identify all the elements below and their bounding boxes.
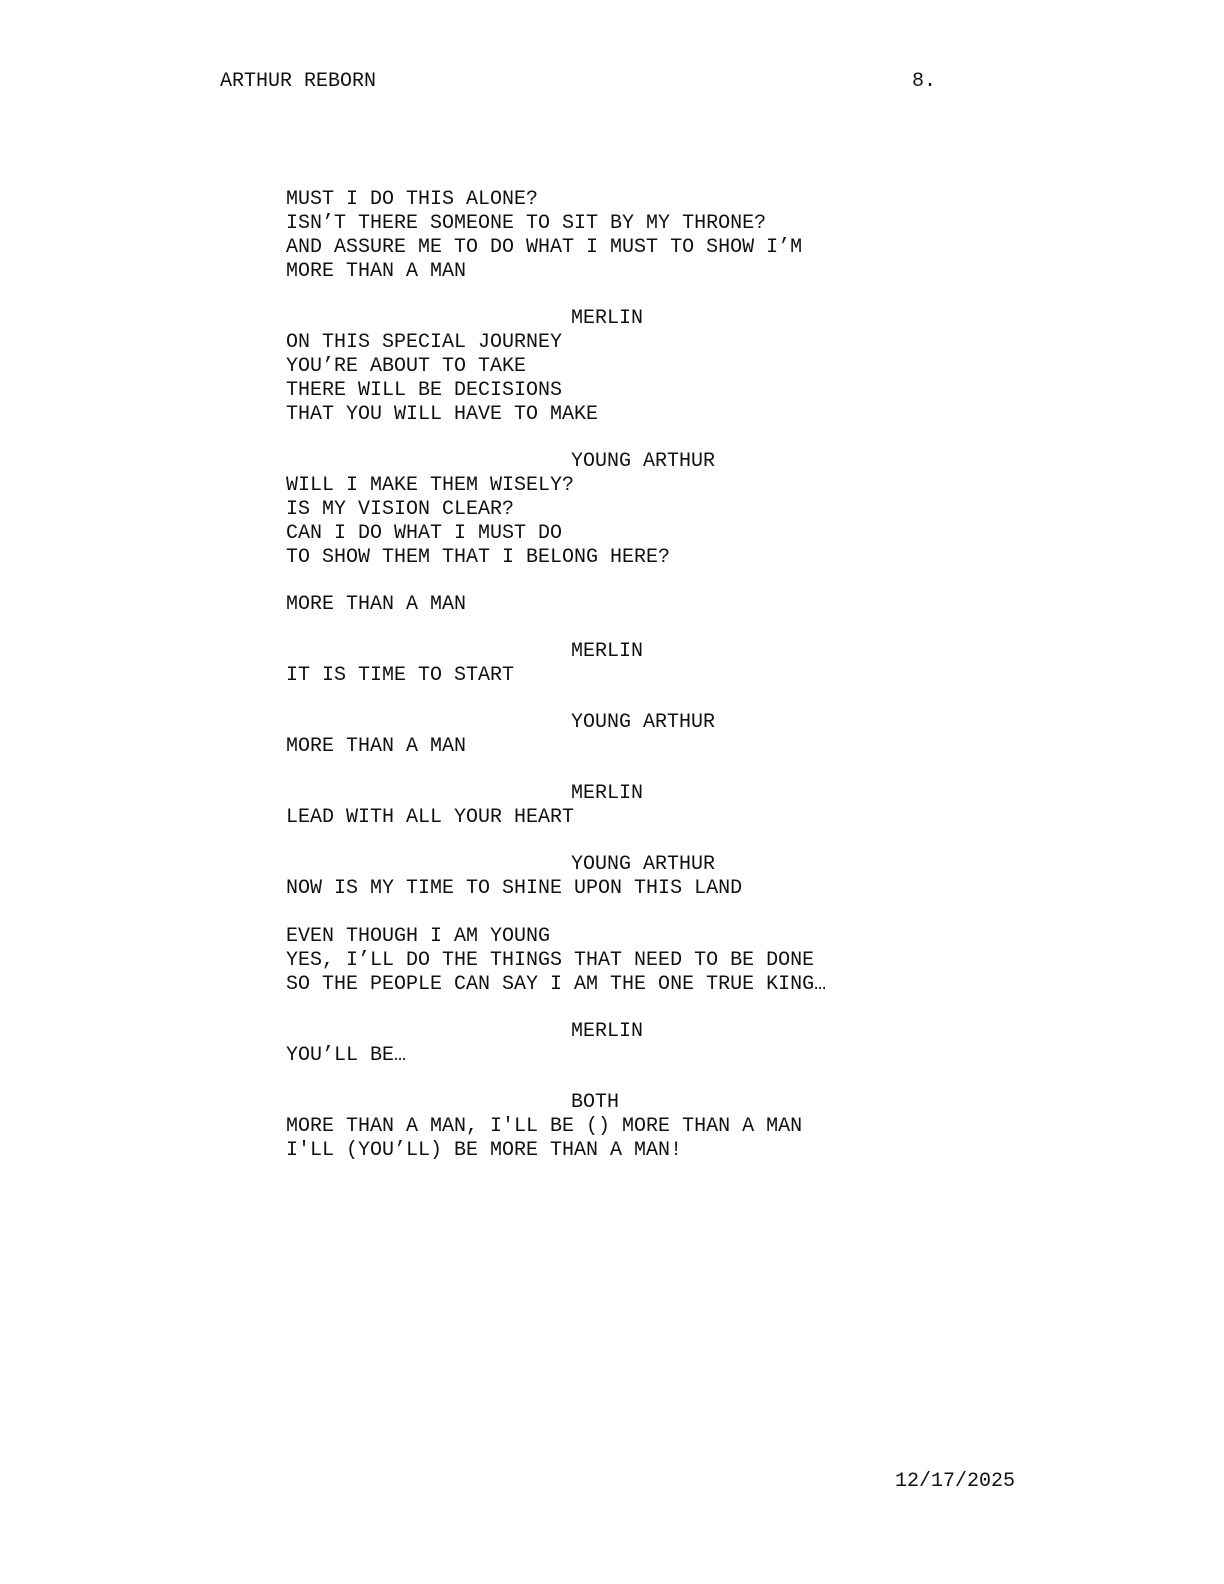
dialogue-line: TO SHOW THEM THAT I BELONG HERE? [286, 546, 671, 569]
dialogue-line: ON THIS SPECIAL JOURNEY [286, 331, 563, 354]
dialogue-line: YOU’LL BE… [286, 1044, 407, 1067]
dialogue-line: THERE WILL BE DECISIONS [286, 379, 563, 402]
dialogue-line: CAN I DO WHAT I MUST DO [286, 522, 563, 545]
dialogue-line: THAT YOU WILL HAVE TO MAKE [286, 403, 599, 426]
character-cue: YOUNG ARTHUR [571, 711, 716, 734]
footer-date: 12/17/2025 [895, 1470, 1016, 1493]
dialogue-line: LEAD WITH ALL YOUR HEART [286, 806, 575, 829]
dialogue-line: WILL I MAKE THEM WISELY? [286, 474, 575, 497]
dialogue-line: IS MY VISION CLEAR? [286, 498, 515, 521]
dialogue-line: MORE THAN A MAN [286, 260, 467, 283]
character-cue: YOUNG ARTHUR [571, 853, 716, 876]
dialogue-line: I'LL (YOU’LL) BE MORE THAN A MAN! [286, 1139, 683, 1162]
dialogue-line: NOW IS MY TIME TO SHINE UPON THIS LAND [286, 877, 743, 900]
character-cue: MERLIN [571, 782, 644, 805]
dialogue-line: MORE THAN A MAN, I'LL BE () MORE THAN A MAN [286, 1115, 803, 1138]
character-cue: MERLIN [571, 640, 644, 663]
character-cue: YOUNG ARTHUR [571, 450, 716, 473]
dialogue-line: MORE THAN A MAN [286, 735, 467, 758]
page-number: 8. [912, 70, 937, 93]
character-cue: MERLIN [571, 1020, 644, 1043]
dialogue-line: YOU’RE ABOUT TO TAKE [286, 355, 527, 378]
dialogue-line: AND ASSURE ME TO DO WHAT I MUST TO SHOW I’M [286, 236, 803, 259]
dialogue-line: MORE THAN A MAN [286, 593, 467, 616]
dialogue-line: EVEN THOUGH I AM YOUNG [286, 925, 551, 948]
character-cue: MERLIN [571, 307, 644, 330]
page-header-title: ARTHUR REBORN [220, 70, 377, 93]
dialogue-line: SO THE PEOPLE CAN SAY I AM THE ONE TRUE KING… [286, 973, 827, 996]
dialogue-line: IT IS TIME TO START [286, 664, 515, 687]
dialogue-line: YES, I’LL DO THE THINGS THAT NEED TO BE DONE [286, 949, 815, 972]
character-cue: BOTH [571, 1091, 620, 1114]
dialogue-line: ISN’T THERE SOMEONE TO SIT BY MY THRONE? [286, 212, 767, 235]
dialogue-line: MUST I DO THIS ALONE? [286, 188, 539, 211]
